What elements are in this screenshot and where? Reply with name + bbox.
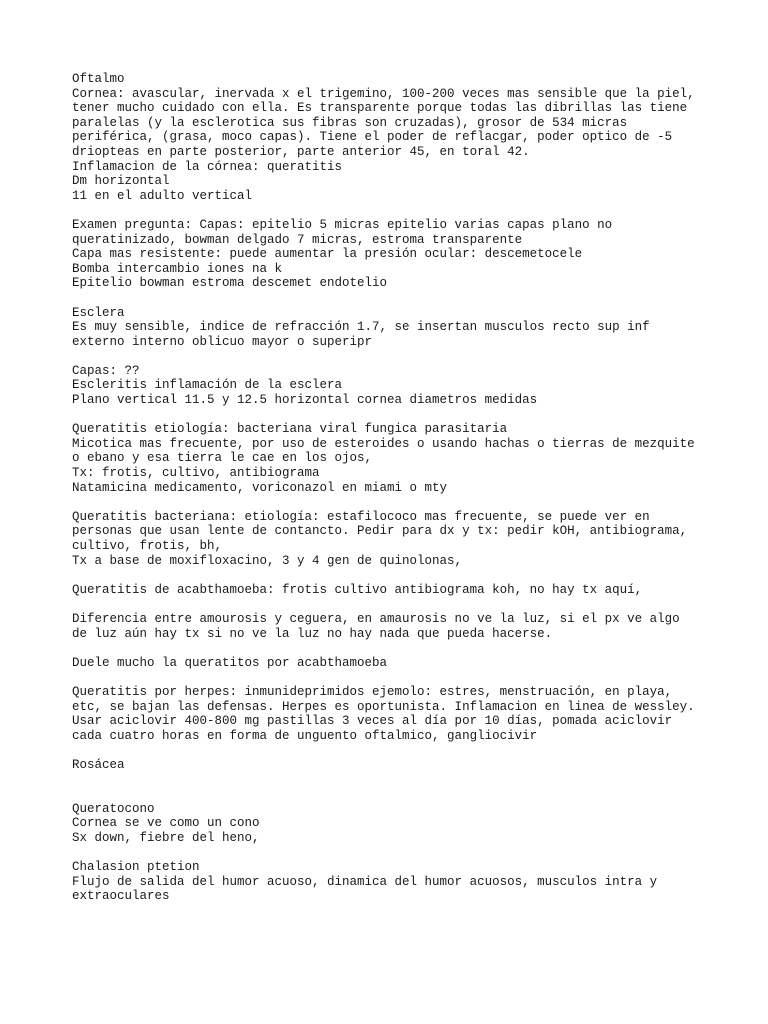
text-line: Duele mucho la queratitos por acabthamoeba bbox=[72, 655, 388, 670]
paragraph-rosacea bbox=[72, 758, 712, 787]
text-line: Micotica mas frecuente, por uso de esteroides o usando hachas o tierras de mezquite bbox=[72, 436, 695, 451]
text-line: Examen pregunta: Capas: epitelio 5 micras epitelio varias capas plano no bbox=[72, 217, 613, 232]
text-line: Epitelio bowman estroma descemet endotelio bbox=[72, 276, 388, 291]
text-line: Tx: frotis, cultivo, antibiograma bbox=[72, 466, 320, 481]
paragraph-queratocono bbox=[72, 802, 712, 846]
text-line: Capa mas resistente: puede aumentar la presión ocular: descemetocele bbox=[72, 247, 583, 262]
paragraph-queratitis-bacteriana bbox=[72, 510, 712, 568]
text-line: Cornea: avascular, inervada x el trigemino, 100-200 veces mas sensible que la piel, bbox=[72, 86, 695, 101]
text-line: cultivo, frotis, bh, bbox=[72, 539, 223, 553]
text-line: Natamicina medicamento, voriconazol en miami o mty bbox=[72, 480, 448, 495]
text-line: Usar aciclovir 400-800 mg pastillas 3 veces al día por 10 días, pomada aciclovir bbox=[72, 714, 673, 729]
heading-chalasion: Chalasion ptetion bbox=[72, 860, 200, 875]
heading-esclera: Esclera bbox=[72, 305, 125, 320]
paragraph-herpes bbox=[72, 685, 712, 743]
paragraph-chalasion bbox=[72, 860, 712, 904]
text-line: queratinizado, bowman delgado 7 micras, estroma transparente bbox=[72, 232, 523, 247]
text-line: paralelas (y la esclerotica sus fibras son cruzadas), grosor de 534 micras bbox=[72, 115, 628, 130]
text-line: o ebano y esa tierra le cae en los ojos, bbox=[72, 451, 373, 466]
text-line: extraoculares bbox=[72, 889, 170, 904]
paragraph-capas bbox=[72, 364, 712, 408]
text-line: Cornea se ve como un cono bbox=[72, 816, 260, 831]
text-line: Capas: ?? bbox=[72, 363, 140, 378]
paragraph-examen bbox=[72, 218, 712, 291]
heading-rosacea: Rosácea bbox=[72, 757, 125, 772]
text-line: Tx a base de moxifloxacino, 3 y 4 gen de quinolonas, bbox=[72, 553, 463, 568]
text-line: 11 en el adulto vertical bbox=[72, 188, 253, 203]
text-line: cada cuatro horas en forma de unguento oftalmico, gangliocivir bbox=[72, 728, 538, 743]
text-line: Queratitis bacteriana: etiología: estafilococo mas frecuente, se puede ver en bbox=[72, 509, 650, 524]
text-line: Queratitis etiología: bacteriana viral fungica parasitaria bbox=[72, 422, 508, 437]
heading-oftalmo: Oftalmo bbox=[72, 72, 125, 86]
text-line: de luz aún hay tx si no ve la luz no hay nada que pueda hacerse. bbox=[72, 626, 553, 641]
paragraph-oftalmo bbox=[72, 72, 712, 203]
paragraph-esclera bbox=[72, 306, 712, 350]
text-line: Es muy sensible, indice de refracción 1.7, se insertan musculos recto sup inf bbox=[72, 320, 650, 335]
text-line: personas que usan lente de contancto. Pedir para dx y tx: pedir kOH, antibiograma, bbox=[72, 524, 688, 539]
text-line: Inflamacion de la córnea: queratitis bbox=[72, 159, 343, 174]
text-line: Plano vertical 11.5 y 12.5 horizontal cornea diametros medidas bbox=[72, 393, 538, 408]
text-line: driopteas en parte posterior, parte anterior 45, en toral 42. bbox=[72, 144, 530, 159]
heading-queratocono: Queratocono bbox=[72, 801, 155, 816]
text-line: Escleritis inflamación de la esclera bbox=[72, 378, 343, 393]
paragraph-queratitis-etiologia bbox=[72, 422, 712, 495]
text-line: periférica, (grasa, moco capas). Tiene el poder de reflacgar, poder optico de -5 bbox=[72, 130, 673, 145]
text-line: Sx down, fiebre del heno, bbox=[72, 830, 260, 845]
paragraph-acanthamoeba bbox=[72, 583, 712, 598]
text-line: etc, se bajan las defensas. Herpes es oportunista. Inflamacion en linea de wessley. bbox=[72, 699, 695, 714]
document-body bbox=[72, 72, 712, 918]
text-line: Diferencia entre amourosis y ceguera, en amaurosis no ve la luz, si el px ve algo bbox=[72, 611, 680, 626]
text-line: externo interno oblicuo mayor o superipr bbox=[72, 334, 373, 349]
text-line: Flujo de salida del humor acuoso, dinamica del humor acuosos, musculos intra y bbox=[72, 874, 658, 889]
text-line: Dm horizontal bbox=[72, 174, 170, 189]
text-line: Queratitis de acabthamoeba: frotis cultivo antibiograma koh, no hay tx aquí, bbox=[72, 582, 643, 597]
paragraph-amaurosis bbox=[72, 612, 712, 641]
text-line: tener mucho cuidado con ella. Es transparente porque todas las dibrillas las tiene bbox=[72, 101, 688, 116]
text-line: Queratitis por herpes: inmunideprimidos ejemolo: estres, menstruación, en playa, bbox=[72, 684, 673, 699]
paragraph-duele bbox=[72, 656, 712, 671]
blank-line bbox=[72, 773, 712, 788]
text-line: Bomba intercambio iones na k bbox=[72, 261, 283, 276]
